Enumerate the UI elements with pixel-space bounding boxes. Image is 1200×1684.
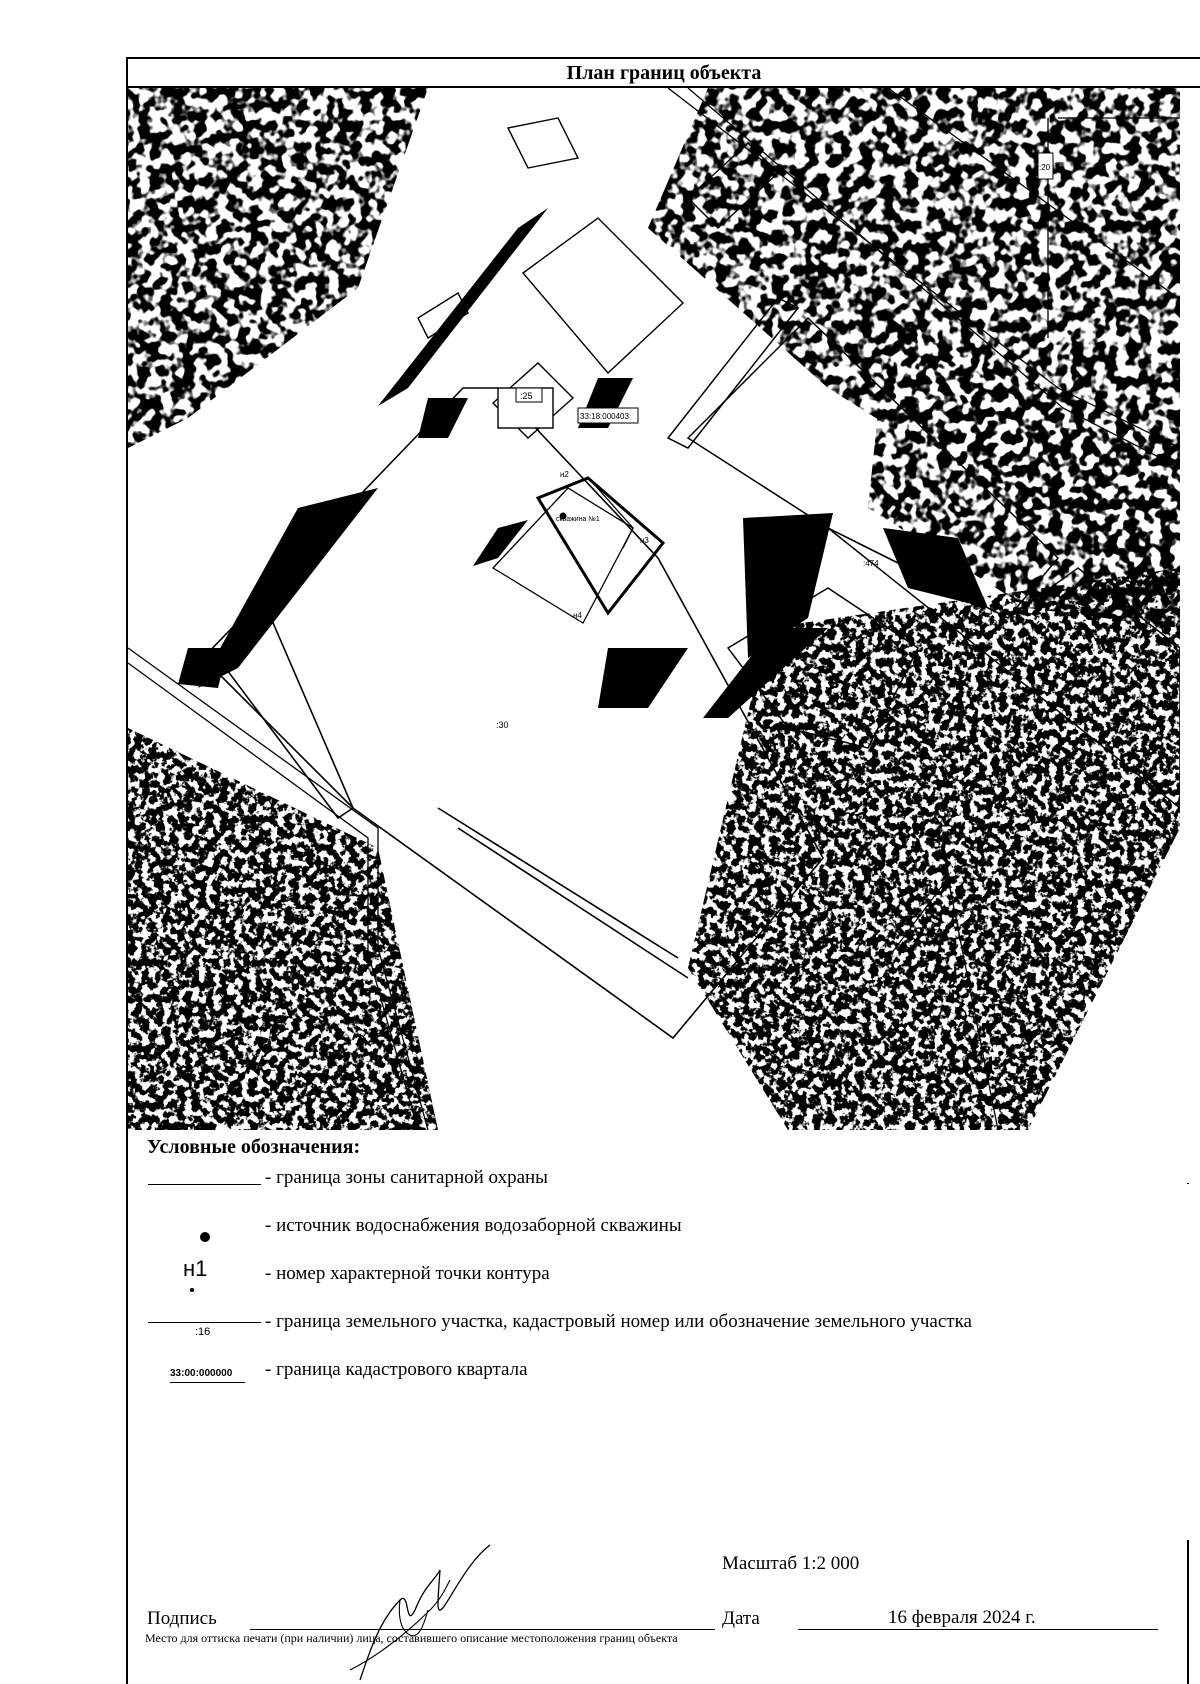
signature-mark: [340, 1540, 500, 1684]
point-n4-label: н4: [573, 611, 582, 620]
legend-item-sanitary-zone: [0, 1162, 1200, 1202]
parcel-474-label: :474: [863, 559, 879, 568]
legend-text: - граница зоны санитарной охраны: [265, 1167, 548, 1188]
parcel-30-label: :30: [496, 720, 509, 730]
legend-item-quarter-boundary: [0, 1354, 1200, 1394]
scale-label: Масштаб 1:2 000: [722, 1553, 860, 1574]
parcel-25-box: [516, 388, 542, 402]
sanitary-zone-boundary: [538, 478, 663, 613]
frame-right-mark: [1187, 1540, 1189, 1684]
land-parcel-line-symbol: [148, 1322, 261, 1323]
point-n3-label: н3: [640, 536, 649, 545]
contour-point-symbol-label: н1: [183, 1256, 208, 1281]
legend-text: - номер характерной точки контура: [265, 1263, 550, 1284]
well-label: скважина №1: [556, 516, 600, 523]
quarter-boundary-symbol-label: 33:00:000000: [170, 1368, 233, 1379]
signature-line: [250, 1629, 715, 1630]
title-bar: [128, 60, 1200, 88]
quarter-boundary-line-symbol: [170, 1382, 245, 1383]
legend-heading: Условные обозначения:: [147, 1136, 361, 1158]
quarter-number-box: [578, 408, 638, 423]
legend-item-contour-point: [0, 1258, 1200, 1298]
parcel-25-label: :25: [520, 391, 533, 401]
sanitary-zone-line-symbol: [148, 1184, 261, 1185]
signature-label: Подпись: [147, 1608, 217, 1629]
frame-top-border: [126, 57, 1200, 59]
point-n2-label: н2: [560, 470, 569, 479]
frame-right-mark: [1187, 1183, 1189, 1184]
date-label: Дата: [722, 1608, 760, 1629]
legend-text: - источник водоснабжения водозаборной скважины: [265, 1215, 682, 1236]
map-panel: [128, 88, 1180, 1130]
map-svg: [128, 88, 1180, 1130]
stamp-place-note: Место для оттиска печати (при наличии) лица, составившего описание местоположения границ объекта: [145, 1631, 678, 1645]
date-line: [798, 1629, 1158, 1630]
land-parcel-symbol-label: :16: [195, 1326, 211, 1338]
page-title: План границ объекта: [566, 62, 762, 84]
quarter-number-label: 33:18:000403: [580, 412, 629, 421]
water-source-dot-symbol: [200, 1232, 210, 1242]
legend-item-water-source: [0, 1210, 1200, 1250]
contour-point-symbol-dot: [190, 1288, 194, 1292]
date-value: 16 февраля 2024 г.: [888, 1607, 1036, 1628]
legend-item-land-parcel: [0, 1306, 1200, 1346]
legend-text: - граница кадастрового квартала: [265, 1359, 528, 1380]
parcel-20-label: :20: [1039, 163, 1051, 172]
legend-text: - граница земельного участка, кадастровый номер или обозначение земельного участка: [265, 1311, 972, 1332]
parcel-20-box: [1038, 153, 1053, 179]
sanitary-zone-outer: [493, 483, 633, 623]
aerial-photo-texture: [128, 88, 1180, 1130]
